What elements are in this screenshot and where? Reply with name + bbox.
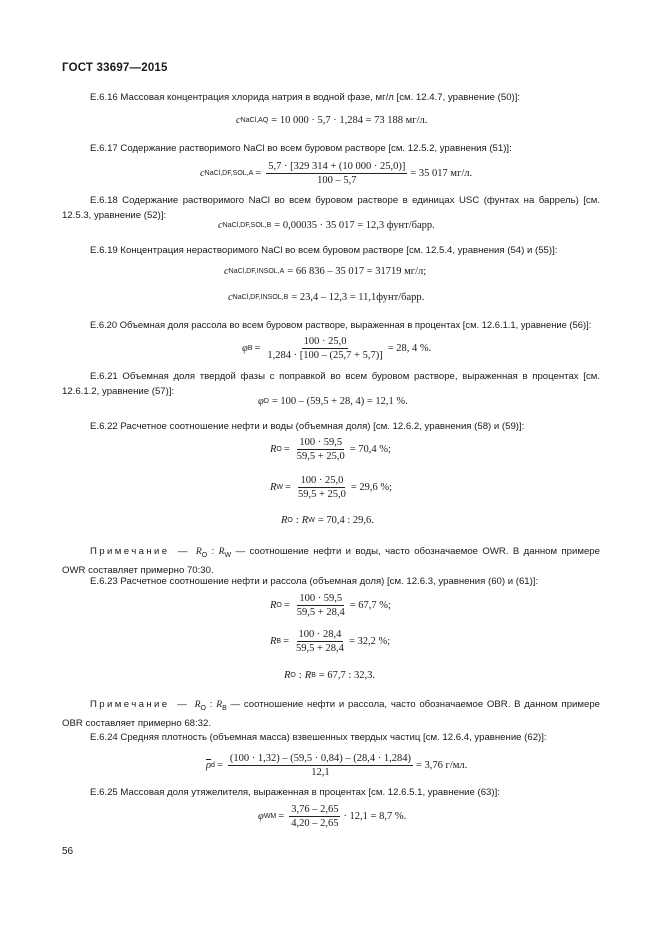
section-e618-text: Е.6.18 Содержание растворимого NaCl во всем буровом растворе в единицах USC (фунтах на баррель) [см. 12.5.3, уравнение (52)]: xyxy=(62,195,600,221)
equation-e618: c NaCl,DF,SOL,B = 0,00035 · 35 017 = 12,3 фунт/барр. xyxy=(218,220,435,231)
equation-e622-ro: R O = $\frac{100 \cdot 59,5}{59,5 + 25,0}$ = 70,4 %; xyxy=(270,437,391,462)
standard-header: ГОСТ 33697—2015 xyxy=(62,62,168,74)
section-e619-text: Е.6.19 Концентрация нерастворимого NaCl во всем буровом растворе [см. 12.5.4, уравнения (54) и (55)]: xyxy=(90,245,558,256)
section-e621-text: Е.6.21 Объемная доля твердой фазы с поправкой во всем буровом растворе, выраженная в процентах [см. 12.6.1.2, уравнение (57)]: xyxy=(62,371,600,397)
equation-e616: c NaCl,AQ = 10 000 · 5,7 · 1,284 = 73 188 мг/л. xyxy=(236,115,428,126)
section-e625-text: Е.6.25 Массовая доля утяжелителя, выраженная в процентах [см. 12.6.5.1, уравнение (63)]: xyxy=(90,787,500,798)
equation-e622-ratio: R O : R W = 70,4 : 29,6. xyxy=(281,515,374,526)
equation-e624: $\overline{\rho}$ d = $\frac{(100 \cdot 1,32) - (59,5 \cdot 0,84) - (28,4 \cdot 1,284)}{12,1}$ = 3,76 г/мл. xyxy=(206,753,468,778)
equation-e620: φ B = $\frac{100 \cdot 25,0}{1,284 \cdot [100 - (25,7 + 5,7)]}$ = 28, 4 %. xyxy=(242,336,432,361)
section-e622-text: Е.6.22 Расчетное соотношение нефти и воды (объемная доля) [см. 12.6.2, уравнения (58) и (59)]: xyxy=(90,421,525,432)
page-number: 56 xyxy=(62,846,74,857)
section-e620-text: Е.6.20 Объемная доля рассола во всем буровом растворе, выраженная в процентах [см. 12.6.1.1, уравнение (56)]: xyxy=(90,319,592,330)
equation-e623-rb: R B = $\frac{100 \cdot 28,4}{59,5 + 28,4}$ = 32,2 %; xyxy=(270,629,391,654)
note-obr: Примечание — $R_O$ : $R_B$ — соотношение нефти и рассола, часто обозначаемое OBR. В данном примере OBR составляет примерно 68:32. xyxy=(62,699,600,729)
note-owr: Примечание — $R_O$ : $R_W$ — соотношение нефти и воды, часто обозначаемое OWR. В данном примере OWR составляет примерно 70:30. xyxy=(62,546,600,576)
equation-e617: c NaCl,DF,SOL,A = $\frac{5,7 \cdot [329 314 + (10 000 \cdot 25,0)]}{100 - 5,7}$ = 35 017 мг/л. xyxy=(200,161,473,186)
equation-e622-rw: R W = $\frac{100 \cdot 25,0}{59,5 + 25,0}$ = 29,6 %; xyxy=(270,475,393,500)
equation-e623-ratio: R O : R B = 67,7 : 32,3. xyxy=(284,670,375,681)
equation-e625: φ WM = $\frac{3,76 - 2,65}{4,20 - 2,65}$ · 12,1 = 8,7 %. xyxy=(258,804,407,829)
section-e624-text: Е.6.24 Средняя плотность (объемная масса) взвешенных твердых частиц [см. 12.6.4, уравнение (62)]: xyxy=(90,732,547,743)
section-e623-text: Е.6.23 Расчетное соотношение нефти и рассола (объемная доля) [см. 12.6.3, уравнения (60) и (61)]: xyxy=(90,576,539,587)
section-e617-text: Е.6.17 Содержание растворимого NaCl во всем буровом растворе [см. 12.5.2, уравнения (51)]: xyxy=(90,143,512,154)
equation-e621: φ D = 100 – (59,5 + 28, 4) = 12,1 %. xyxy=(258,396,408,407)
equation-e623-ro: R O = $\frac{100 \cdot 59,5}{59,5 + 28,4}$ = 67,7 %; xyxy=(270,593,391,618)
section-e616-text: Е.6.16 Массовая концентрация хлорида натрия в водной фазе, мг/л [см. 12.4.7, уравнение (50)]: xyxy=(90,92,521,103)
equation-e619-b: c NaCl,DF,INSOL,B = 23,4 – 12,3 = 11,1фунт/барр. xyxy=(228,292,425,303)
equation-e619-a: c NaCl,DF,INSOL,A = 66 836 – 35 017 = 31719 мг/л; xyxy=(224,266,427,277)
